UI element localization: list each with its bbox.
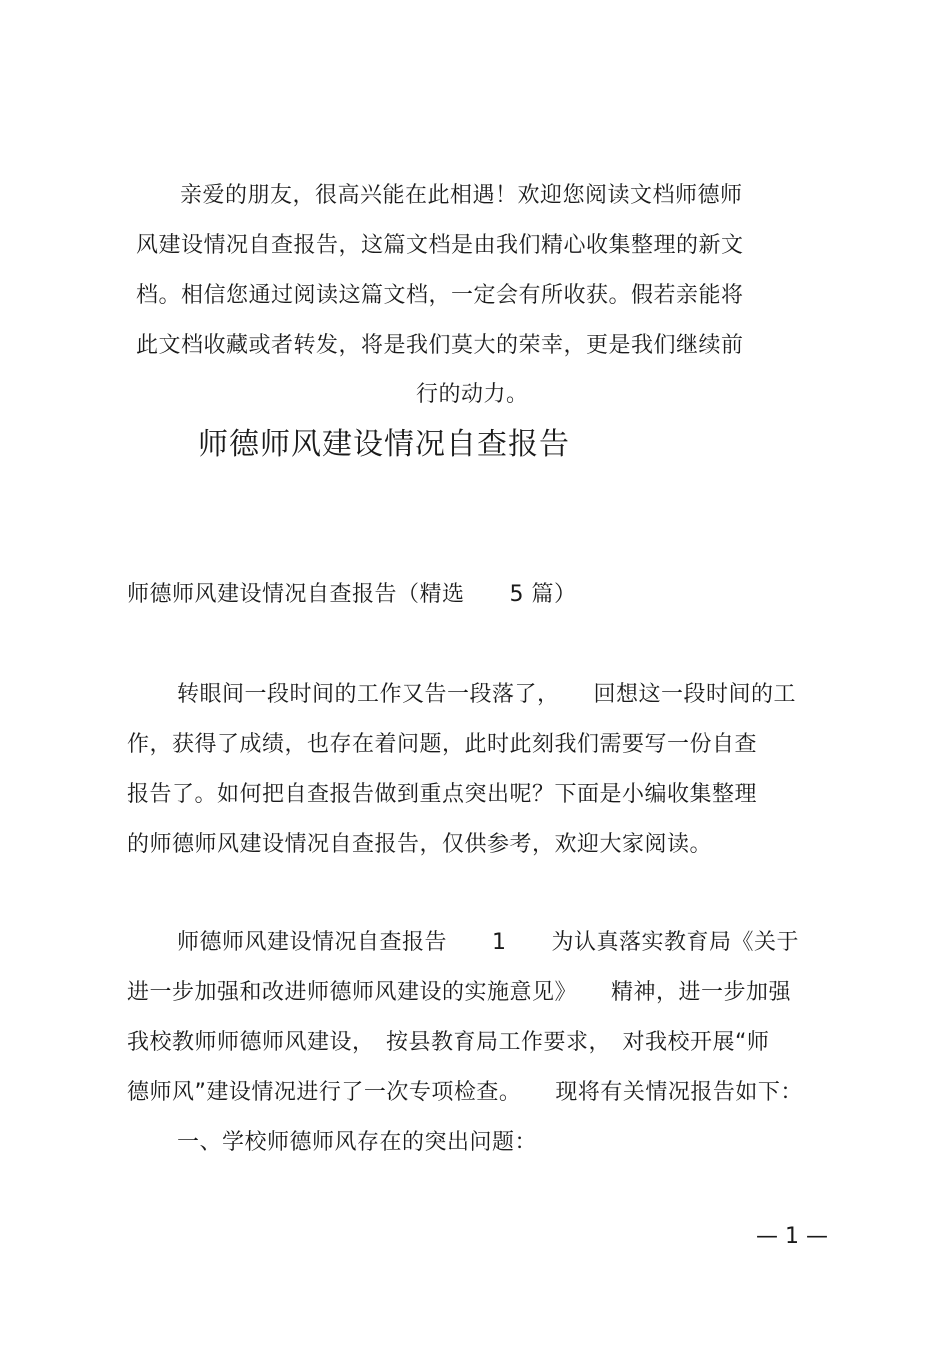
paragraph2-line-4: 德师风”建设情况进行了一次专项检查。 现将有关情况报告如下： xyxy=(127,1080,803,1105)
paragraph1-line-2: 作，获得了成绩，也存在着问题，此时此刻我们需要写一份自查 xyxy=(127,732,758,757)
paragraph1-line-1: 转眼间一段时间的工作又告一段落了， 回想这一段时间的工 xyxy=(177,682,797,707)
paragraph2-line-2: 进一步加强和改进师德师风建设的实施意见》 精神，进一步加强 xyxy=(127,980,792,1005)
paragraph2-line-1: 师德师风建设情况自查报告 1 为认真落实教育局《关于 xyxy=(177,930,799,955)
section1-heading: 一、学校师德师风存在的突出问题： xyxy=(177,1130,538,1155)
paragraph1-line-4: 的师德师风建设情况自查报告，仅供参考，欢迎大家阅读。 xyxy=(127,832,713,857)
document-title: 师德师风建设情况自查报告 xyxy=(198,427,570,462)
paragraph2-line-3: 我校教师师德师风建设， 按县教育局工作要求， 对我校开展“师 xyxy=(127,1030,770,1055)
page-number: — 1 — xyxy=(756,1224,828,1249)
intro-line-5: 行的动力。 xyxy=(416,382,529,407)
intro-line-1: 亲爱的朋友，很高兴能在此相遇！欢迎您阅读文档师德师 xyxy=(180,183,743,208)
intro-line-3: 档。相信您通过阅读这篇文档，一定会有所收获。假若亲能将 xyxy=(136,283,744,308)
document-subtitle: 师德师风建设情况自查报告（精选 5 篇） xyxy=(127,582,577,607)
intro-line-2: 风建设情况自查报告，这篇文档是由我们精心收集整理的新文 xyxy=(136,233,744,258)
intro-line-4: 此文档收藏或者转发，将是我们莫大的荣幸，更是我们继续前 xyxy=(136,333,744,358)
paragraph1-line-3: 报告了。如何把自查报告做到重点突出呢？下面是小编收集整理 xyxy=(127,782,758,807)
